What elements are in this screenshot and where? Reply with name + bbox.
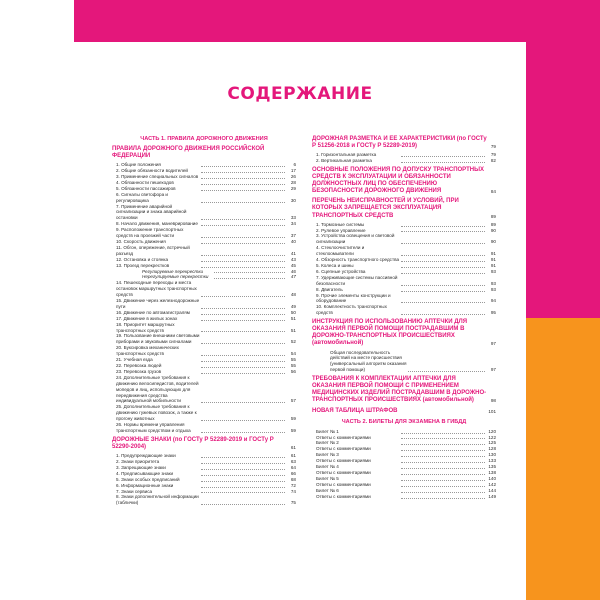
section4-title: ОСНОВНЫЕ ПОЛОЖЕНИЯ ПО ДОПУСКУ ТРАНСПОРТНЫХ СРЕДСТВ К ЭКСПЛУАТАЦИИ И ОБЯЗАННОСТИ ДОЛЖНОСТНЫХ ЛИЦ ПО ОБЕСПЕЧЕНИЮ БЕЗОПАСНОСТИ ДОРОЖНОГО ДВИЖЕНИЯ [312, 167, 484, 195]
toc-entry [112, 404, 296, 422]
section1-title: ПРАВИЛА ДОРОЖНОГО ДВИЖЕНИЯ РОССИЙСКОЙ ФЕДЕРАЦИИ [112, 146, 265, 160]
toc-leader-dots [201, 267, 285, 268]
toc-entry-page: 52 [290, 339, 296, 345]
toc-entry-title: 19. Пользование внешними световыми приборами и звуковыми сигналами [116, 333, 200, 345]
toc-leader-dots [201, 463, 285, 464]
toc-entry [112, 494, 296, 506]
toc-entry-page: 37 [290, 233, 296, 239]
toc-entry-page: 28 [290, 179, 296, 185]
toc-leader-dots [401, 438, 485, 439]
right-pink-band [526, 0, 600, 318]
section5-entries [312, 222, 496, 317]
toc-entry-title: 4. Предписывающие знаки [116, 470, 174, 476]
toc-leader-dots [401, 243, 485, 244]
toc-entry-title: 8. Начало движения, маневрирование [116, 221, 198, 227]
toc-entry-page: 17 [290, 168, 296, 174]
toc-leader-dots [408, 371, 485, 372]
toc-entry-page: 63 [290, 458, 296, 464]
toc-entry-title: 7. Применение аварийной сигнализации и знака аварийной остановки [116, 203, 187, 221]
toc-leader-dots [401, 486, 485, 487]
toc-entry-page: 68 [290, 476, 296, 482]
toc-leader-dots [201, 469, 285, 470]
toc-leader-dots [401, 474, 485, 475]
toc-entry-title: 23. Перевозка грузов [116, 368, 162, 374]
toc-entry-title: 2. Знаки приоритета [116, 458, 160, 464]
toc-entry-page: 34 [290, 221, 296, 227]
toc-entry-title: 25. Дополнительные требования к движению гужевых повозок, а также к прогону животных [116, 404, 197, 422]
toc-leader-dots [201, 255, 285, 256]
toc-entry-page: 41 [290, 250, 296, 256]
toc-leader-dots [201, 237, 285, 238]
toc-leader-dots [201, 261, 285, 262]
toc-leader-dots [201, 314, 285, 315]
toc-entry-page: 91 [490, 263, 496, 268]
toc-entry [112, 298, 296, 310]
toc-entry-page: 142 [488, 481, 496, 487]
toc-leader-dots [201, 225, 285, 226]
toc-entry [112, 333, 296, 345]
page-margin-left [0, 0, 74, 600]
toc-entry-page: 90 [490, 239, 496, 245]
toc-page [74, 42, 526, 600]
toc-entry-page: 122 [488, 434, 496, 440]
toc-leader-dots [401, 255, 485, 256]
toc-entry-page: 130 [488, 452, 496, 458]
toc-entry-page: 6 [293, 162, 296, 168]
toc-entry [312, 494, 496, 500]
toc-entry-page: 97 [490, 367, 496, 373]
section6-page: 97 [490, 341, 496, 347]
toc-leader-dots [401, 267, 485, 268]
toc-entry-title: 12. Остановка и стоянка [116, 256, 169, 262]
toc-leader-dots [201, 487, 285, 488]
toc-entry-title: 1. Общие положения [116, 162, 161, 168]
toc-entry [312, 350, 496, 374]
section4-page: 84 [490, 189, 496, 195]
toc-entry-title: 6. Сцепные устройства [316, 268, 366, 274]
toc-entry-page: 75 [290, 500, 296, 506]
toc-leader-dots [201, 343, 285, 344]
top-pink-band [74, 0, 526, 42]
toc-leader-dots [401, 156, 485, 157]
toc-entry-page: 43 [290, 256, 296, 262]
toc-entry-page: 26 [290, 174, 296, 179]
toc-entry-title: 3. Устройства освещения и световой сигнализации [316, 233, 395, 245]
toc-leader-dots [201, 202, 285, 203]
section6-title: ИНСТРУКЦИЯ ПО ИСПОЛЬЗОВАНИЮ АПТЕЧКИ ДЛЯ ОКАЗАНИЯ ПЕРВОЙ ПОМОЩИ ПОСТРАДАВШИМ В ДОРОЖНО-ТРАНСПОРТНЫХ ПРОИСШЕСТВИЯХ (автомобильной) [312, 319, 468, 347]
section2-title-row [112, 437, 296, 451]
toc-entry-title: 10. Комплектность транспортных средств [316, 304, 387, 316]
section5-page: 89 [490, 213, 496, 219]
toc-entry-page: 89 [490, 221, 496, 227]
toc-entry [312, 304, 496, 316]
toc-entry-page: 91 [490, 257, 496, 263]
toc-leader-dots [201, 190, 285, 191]
section3-entries [312, 152, 496, 164]
toc-leader-dots [401, 314, 485, 315]
toc-entry-title: 16. Движение по автомагистралям [116, 309, 190, 315]
toc-entry [112, 192, 296, 204]
toc-leader-dots [401, 468, 485, 469]
toc-entry-page: 79 [490, 152, 496, 158]
toc-leader-dots [201, 243, 285, 244]
toc-entry-title: Регулируемые перекрестки [142, 268, 204, 274]
toc-entry-page: 48 [290, 292, 296, 298]
toc-entry-title: Билет № 6 [316, 487, 339, 493]
toc-entry [112, 227, 296, 239]
toc-entry [112, 375, 296, 405]
toc-entry-title: 18. Приоритет маршрутных транспортных средств [116, 321, 175, 333]
toc-leader-dots [201, 367, 285, 368]
toc-entry-page: 149 [488, 493, 496, 499]
toc-leader-dots [401, 462, 485, 463]
toc-leader-dots [201, 432, 285, 433]
toc-entry-page: 94 [490, 298, 496, 304]
toc-entry-page: 120 [488, 428, 496, 434]
toc-entry-page: 51 [290, 315, 296, 321]
toc-entry-title: 1. Тормозные системы [316, 221, 365, 227]
toc-entry-page: 93 [490, 286, 496, 292]
toc-leader-dots [201, 402, 285, 403]
toc-leader-dots [401, 273, 485, 274]
page-title: СОДЕРЖАНИЕ [227, 84, 373, 104]
toc-entry-title: Ответы с комментариями [316, 458, 371, 464]
toc-entry-page: 135 [488, 464, 496, 470]
section2-title: ДОРОЖНЫЕ ЗНАКИ (по ГОСТу Р 52289-2019 и ГОСТу Р 52290-2004) [112, 436, 274, 450]
toc-entry-page: 93 [490, 268, 496, 274]
toc-entry-page: 50 [290, 309, 296, 315]
toc-leader-dots [201, 331, 285, 332]
toc-entry-title: 20. Буксировка механических транспортных средств [116, 345, 179, 357]
toc-leader-dots [201, 296, 285, 297]
toc-leader-dots [201, 184, 285, 185]
toc-leader-dots [401, 444, 485, 445]
toc-entry-page: 140 [488, 475, 496, 481]
toc-entry-page: 64 [290, 464, 296, 470]
toc-leader-dots [201, 178, 285, 179]
section6-title-row [312, 319, 496, 347]
toc-entry-title: 6. Информационные знаки [116, 482, 174, 488]
part2-entries [312, 429, 496, 500]
section3-title-row [312, 136, 496, 150]
toc-entry-page: 49 [290, 303, 296, 309]
toc-entry-page: 125 [488, 440, 496, 446]
toc-leader-dots [201, 172, 285, 173]
section3-page: 79 [490, 144, 496, 150]
toc-leader-dots [201, 320, 285, 321]
toc-entry-page: 90 [490, 227, 496, 233]
toc-left-column [112, 136, 296, 506]
toc-entry-title: 5. Знаки особых предписаний [116, 476, 180, 482]
toc-entry-title: 2. Вертикальная разметка [316, 158, 372, 164]
toc-leader-dots [201, 373, 285, 374]
toc-entry-page: 91 [490, 251, 496, 257]
toc-entry-page: 59 [290, 427, 296, 433]
toc-entry-page: 93 [490, 280, 496, 286]
toc-entry-title: 26. Нормы времени управления транспортным средством и отдыха [116, 422, 191, 433]
toc-entry-title: 11. Обгон, опережение, встречный разъезд [116, 244, 190, 256]
toc-entry [112, 280, 296, 298]
section7-title-row [312, 376, 496, 404]
toc-leader-dots [401, 480, 485, 481]
toc-entry-page: 55 [290, 357, 296, 363]
toc-entry-title: 8. Двигатель [316, 286, 343, 292]
toc-entry-title: 9. Прочие элементы конструкции и оборудование [316, 292, 391, 304]
toc-entry-page: 74 [290, 488, 296, 494]
toc-entry-page: 57 [290, 398, 296, 404]
toc-entry-page: 61 [290, 453, 296, 459]
toc-entry-page: 46 [290, 268, 296, 274]
toc-leader-dots [201, 355, 285, 356]
toc-entry-page: 54 [290, 351, 296, 357]
section8-title-row [312, 408, 496, 415]
toc-entry [112, 245, 296, 257]
toc-entry-title: 22. Перевозка людей [116, 363, 162, 368]
toc-entry-title: Билет № 1 [316, 428, 339, 434]
toc-leader-dots [201, 457, 285, 458]
right-orange-band [526, 318, 600, 600]
toc-leader-dots [201, 504, 285, 505]
toc-entry-page: 30 [290, 197, 296, 203]
toc-entry-title: 13. Проезд перекрестков [116, 262, 170, 268]
toc-leader-dots [401, 498, 485, 499]
toc-entry-title: Общая последовательность действий на месте происшествия (универсальный алгоритм оказания первой помощи) [330, 349, 407, 373]
toc-entry-title: 6. Сигналы светофора и регулировщика [116, 191, 168, 203]
toc-leader-dots [214, 278, 285, 279]
toc-entry [112, 322, 296, 334]
toc-right-column [312, 136, 496, 500]
toc-entry-title: 4. Стеклоочистители и стеклоомыватели [316, 245, 365, 257]
toc-entry-page: 56 [290, 368, 296, 374]
toc-entry-title: 24. Дополнительные требования к движению велосипедистов, водителей мопедов и лиц, использующих для передвижения средства индивидуальной мобильности [116, 374, 199, 404]
toc-entry-title: 3. Применение специальных сигналов [116, 174, 199, 179]
toc-entry-title: 2. Общие обязанности водителей [116, 168, 188, 174]
section7-title: ТРЕБОВАНИЯ К КОМПЛЕКТАЦИИ АПТЕЧКИ ДЛЯ ОКАЗАНИЯ ПЕРВОЙ ПОМОЩИ С ПРИМЕНЕНИЕМ МЕДИЦИНСКИХ ИЗДЕЛИЙ ПОСТРАДАВШИМ В ДОРОЖНО-ТРАНСПОРТНЫХ ПРОИСШЕСТВИЯХ (автомобильной) [312, 376, 487, 404]
toc-entry-title: 17. Движение в жилых зонах [116, 315, 178, 321]
toc-entry-page: 66 [290, 470, 296, 476]
toc-entry-title: Нерегулируемые перекрестки [142, 274, 209, 280]
toc-entry-page: 29 [290, 185, 296, 191]
toc-leader-dots [201, 166, 285, 167]
toc-entry-title: 1. Предупреждающие знаки [116, 453, 176, 459]
toc-entry-title: 10. Скорость движения [116, 238, 166, 244]
section7-page: 98 [490, 398, 496, 404]
toc-leader-dots [201, 361, 285, 362]
section4-title-row [312, 167, 496, 195]
toc-entry [312, 245, 496, 257]
section3-title: ДОРОЖНАЯ РАЗМЕТКА И ЕЕ ХАРАКТЕРИСТИКИ (по ГОСТу Р 51256-2018 и ГОСТу Р 52289-2019) [312, 136, 487, 150]
toc-entry-title: 4. Обзорность транспортного средства [316, 257, 400, 263]
toc-entry-title: 3. Запрещающие знаки [116, 464, 166, 470]
toc-entry-page: 72 [290, 482, 296, 488]
toc-entry-title: 2. Рулевое управление [316, 227, 366, 233]
section1-entries [112, 162, 296, 434]
toc-entry-page: 138 [488, 469, 496, 475]
toc-leader-dots [201, 481, 285, 482]
toc-entry-title: Ответы с комментариями [316, 469, 371, 475]
toc-leader-dots [201, 219, 285, 220]
toc-leader-dots [201, 308, 285, 309]
toc-entry-title: 14. Пешеходные переходы и места остановок маршрутных транспортных средств [116, 280, 197, 298]
toc-entry-title: 4. Обязанности пешеходов [116, 179, 174, 185]
toc-entry-page: 40 [290, 238, 296, 244]
toc-leader-dots [401, 492, 485, 493]
toc-entry-title: Билет № 3 [316, 452, 339, 458]
toc-entry-page: 95 [490, 310, 496, 316]
toc-leader-dots [401, 162, 485, 163]
toc-entry [112, 345, 296, 357]
toc-entry-page: 55 [290, 363, 296, 368]
toc-leader-dots [201, 492, 285, 493]
toc-entry-title: Ответы с комментариями [316, 493, 371, 499]
toc-entry-title: Ответы с комментариями [316, 434, 371, 440]
toc-leader-dots [401, 285, 485, 286]
toc-entry-page: 82 [490, 158, 496, 164]
toc-entry [112, 204, 296, 222]
toc-entry-title: 7. Знаки сервиса [116, 488, 153, 494]
toc-entry-title: 15. Движение через железнодорожные пути [116, 298, 200, 309]
section2-page: 61 [290, 444, 296, 450]
toc-leader-dots [201, 420, 285, 421]
toc-entry-title: 7. Удерживающие системы пассивной безопасности [316, 274, 398, 286]
toc-entry-page: 128 [488, 446, 496, 452]
toc-leader-dots [401, 291, 485, 292]
toc-entry-page: 133 [488, 458, 496, 464]
toc-leader-dots [401, 226, 485, 227]
toc-entry [312, 233, 496, 245]
toc-entry [312, 293, 496, 305]
section2-entries [112, 453, 296, 506]
toc-leader-dots [401, 450, 485, 451]
toc-entry [112, 422, 296, 434]
toc-entry-title: Билет № 2 [316, 440, 339, 446]
toc-entry-title: 21. Учебная езда [116, 357, 153, 363]
toc-entry-title: Билет № 4 [316, 464, 339, 470]
toc-entry-title: 1. Горизонтальная разметка [316, 152, 377, 158]
toc-entry [312, 158, 496, 164]
section8-page: 101 [488, 408, 496, 414]
part1-heading: ЧАСТЬ 1. ПРАВИЛА ДОРОЖНОГО ДВИЖЕНИЯ [140, 136, 268, 142]
toc-entry-page: 144 [488, 487, 496, 493]
toc-entry-page: 51 [290, 327, 296, 333]
section5-title: ПЕРЕЧЕНЬ НЕИСПРАВНОСТЕЙ И УСЛОВИЙ, ПРИ КОТОРЫХ ЗАПРЕЩАЕТСЯ ЭКСПЛУАТАЦИЯ ТРАНСПОРТНЫХ СРЕДСТВ [312, 198, 459, 219]
toc-entry-page: 33 [290, 215, 296, 221]
toc-entry-title: Ответы с комментариями [316, 446, 371, 452]
toc-entry [312, 275, 496, 287]
part2-heading: ЧАСТЬ 2. БИЛЕТЫ ДЛЯ ЭКЗАМЕНА В ГИБДД [341, 418, 467, 425]
toc-entry-title: 8. Знаки дополнительной информации (таблички) [116, 494, 199, 506]
toc-entry-page: 45 [290, 262, 296, 268]
section6-entries [312, 350, 496, 374]
toc-entry-title: Ответы с комментариями [316, 481, 371, 487]
toc-leader-dots [401, 433, 485, 434]
toc-leader-dots [401, 231, 485, 232]
toc-leader-dots [214, 272, 285, 273]
toc-leader-dots [401, 456, 485, 457]
toc-entry-title: 5. Колеса и шины [316, 263, 354, 268]
toc-entry-title: Билет № 5 [316, 475, 339, 481]
toc-leader-dots [401, 302, 485, 303]
section8-title: НОВАЯ ТАБЛИЦА ШТРАФОВ [312, 407, 398, 414]
toc-entry-title: 9. Расположение транспортных средств на проезжей части [116, 227, 184, 239]
toc-leader-dots [401, 261, 485, 262]
toc-entry-page: 47 [290, 274, 296, 280]
section5-title-row [312, 198, 496, 219]
toc-leader-dots [201, 475, 285, 476]
toc-entry-page: 59 [290, 416, 296, 422]
toc-entry-title: 5. Обязанности пассажиров [116, 185, 176, 191]
